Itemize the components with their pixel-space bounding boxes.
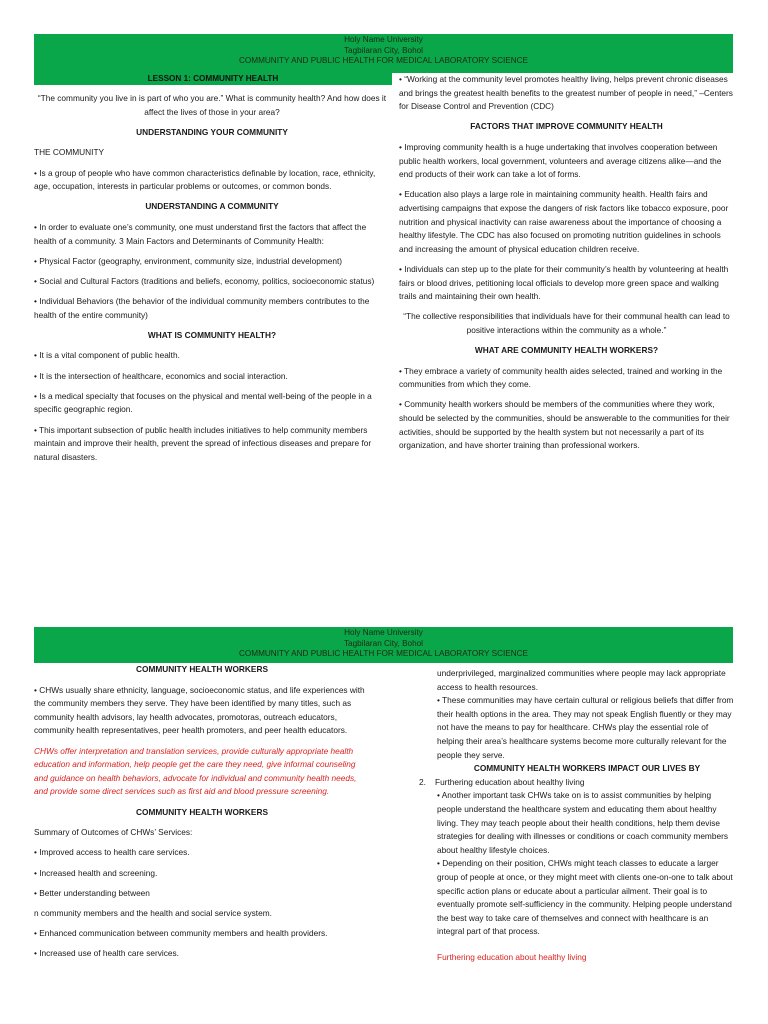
- header-banner: [34, 34, 733, 73]
- subheading: THE COMMUNITY: [34, 147, 105, 158]
- continued-paragraph: underprivileged, marginalized communities where people may lack appropriate access to health resources.: [437, 668, 726, 692]
- item-number: 2.: [419, 776, 426, 787]
- bullet-paragraph: • Improved access to health care services.: [34, 847, 190, 858]
- bullet-paragraph: • Education also plays a large role in maintaining community health. Health fairs and advertising campaigns that expose the dangers of risk factors like tobacco exposure, poor nutrition and physical inactivity can raise awareness about the importance of choosing a healthy lifestyle. The CDC has also focused on promoting nutrition guidelines in schools and increasing the amount of physical education children receive.: [399, 189, 729, 254]
- bullet-paragraph: • Social and Cultural Factors (traditions and beliefs, economy, politics, socioeconomic status): [34, 275, 375, 286]
- numbered-item: [419, 776, 737, 790]
- right-column: [419, 667, 737, 964]
- section-heading: COMMUNITY HEALTH WORKERS: [136, 664, 268, 674]
- bullet-paragraph: • Better understanding between: [34, 887, 150, 898]
- cdc-quote: • “Working at the community level promotes healthy living, helps prevent chronic diseases and brings the greatest health benefits to the greatest number of people in need,” –Centers for Disease Control and Prevention (CDC): [399, 74, 733, 112]
- section-heading: FACTORS THAT IMPROVE COMMUNITY HEALTH: [470, 121, 663, 132]
- bullet-paragraph: • Enhanced communication between community members and health providers.: [34, 928, 328, 939]
- section-heading: WHAT IS COMMUNITY HEALTH?: [147, 329, 277, 340]
- red-subheading: Furthering education about healthy living: [437, 951, 587, 962]
- section-heading: UNDERSTANDING YOUR COMMUNITY: [136, 126, 288, 137]
- bullet-paragraph: • Increased health and screening.: [34, 867, 158, 878]
- bullet-paragraph: • These communities may have certain cultural or religious beliefs that differ from their health options in the area. They may not speak English fluently or they may not have the means to pay for healthcare. CHWs play the essential role of helping their area’s healthcare systems become more culturally relevant for the people they serve.: [437, 695, 734, 760]
- bullet-paragraph: • CHWs usually share ethnicity, language, socioeconomic status, and life experiences with the community members they serve. They have been identified by many titles, such as community health advisors, lay health advocates, promotoras, outreach educators, community health representatives, peer health promoters, and peer health educators.: [34, 684, 365, 736]
- section-heading: COMMUNITY HEALTH WORKERS: [136, 806, 268, 817]
- course-title: COMMUNITY AND PUBLIC HEALTH FOR MEDICAL LABORATORY SCIENCE: [238, 649, 529, 659]
- bullet-paragraph: • It is a vital component of public health.: [34, 350, 180, 361]
- section-heading: UNDERSTANDING A COMMUNITY: [145, 201, 279, 212]
- item-text: Furthering education about healthy living: [435, 776, 585, 787]
- bullet-paragraph: • Physical Factor (geography, environment, community size, industrial development): [34, 255, 343, 266]
- left-column: [34, 664, 370, 967]
- collective-quote: “The collective responsibilities that individuals have for their communal health can lead to positive interactions within the community as a whole.”: [403, 311, 730, 335]
- course-title: COMMUNITY AND PUBLIC HEALTH FOR MEDICAL LABORATORY SCIENCE: [238, 56, 529, 66]
- bullet-paragraph: • Is a medical specialty that focuses on the physical and mental well-being of the people in a specific geographic region.: [34, 390, 372, 415]
- bullet-paragraph: n community members and the health and social service system.: [34, 907, 272, 918]
- intro-quote: “The community you live in is part of who you are.” What is community health? And how does it affect the lives of those in your area?: [37, 93, 387, 117]
- university-location: Tagbilaran City, Bohol: [343, 638, 424, 648]
- lesson-title: LESSON 1: COMMUNITY HEALTH: [34, 72, 392, 85]
- bullet-paragraph: • This important subsection of public health includes initiatives to help community members maintain and improve their health, prevent the spread of infectious diseases and prepare for natural disasters.: [34, 424, 372, 462]
- highlighted-paragraph: CHWs offer interpretation and translation services, provide culturally appropriate health education and information, help people get the care they need, give informal counseling and guidance on health behaviors, advocate for individual and community health needs, and provide some direct services such as first aid and blood pressure screening.: [34, 745, 357, 797]
- bullet-paragraph: • Improving community health is a huge undertaking that involves cooperation between public health workers, local government, volunteers and average citizens alike—and the end products of their work can take a lot of forms.: [399, 141, 722, 180]
- bullet-paragraph: • Is a group of people who have common characteristics definable by location, race, ethnicity, age, occupation, interests in particular problems or outcomes, or common bonds.: [34, 167, 376, 192]
- page-2: [0, 590, 768, 1024]
- section-heading: COMMUNITY HEALTH WORKERS IMPACT OUR LIVES BY: [473, 763, 701, 774]
- summary-label: Summary of Outcomes of CHWs’ Services:: [34, 827, 193, 838]
- right-column: [399, 73, 734, 459]
- bullet-paragraph: • Individual Behaviors (the behavior of the individual community members contributes to the health of the entire community): [34, 296, 370, 320]
- header-banner: [34, 627, 733, 663]
- section-heading: WHAT ARE COMMUNITY HEALTH WORKERS?: [474, 345, 659, 356]
- bullet-paragraph: • It is the intersection of healthcare, economics and social interaction.: [34, 370, 288, 381]
- bullet-paragraph: • In order to evaluate one’s community, one must understand first the factors that affect the health of a community. 3 Main Factors and Determinants of Community Health:: [34, 221, 367, 246]
- bullet-paragraph: • Community health workers should be members of the communities where they work, should be selected by the communities, should be answerable to the communities for their activities, should be supported by the health system but not necessarily a part of its organization, and have shorter training than professional workers.: [399, 399, 730, 451]
- university-name: Holy Name University: [344, 628, 423, 637]
- bullet-paragraph: • Another important task CHWs take on is to assist communities by helping people understand the healthcare system and educating them about healthy living. They may teach people about their health conditions, help them devise strategies for dealing with illnesses or conditions or coach community members about healthy lifestyle choices.: [437, 790, 728, 855]
- university-location: Tagbilaran City, Bohol: [343, 45, 424, 55]
- university-name: Holy Name University: [344, 35, 423, 44]
- bullet-paragraph: • Individuals can step up to the plate for their community’s health by volunteering at health fairs or blood drives, petitioning local officials to develop more green space and walking trails and maintaining their own health.: [399, 263, 729, 302]
- left-column: [34, 92, 390, 471]
- bullet-paragraph: • Depending on their position, CHWs might teach classes to educate a larger group of people at once, or they might meet with clients one-on-one to talk about specific action plans or educate about a particular ailment. Their goal is to eventually promote self-sufficiency in the community. Helping people understand the best way to take care of themselves and connect with healthcare is an integral part of that process.: [437, 858, 733, 937]
- bullet-paragraph: • They embrace a variety of community health aides selected, trained and working in the communities from which they come.: [399, 365, 723, 390]
- bullet-paragraph: • Increased use of health care services.: [34, 948, 179, 959]
